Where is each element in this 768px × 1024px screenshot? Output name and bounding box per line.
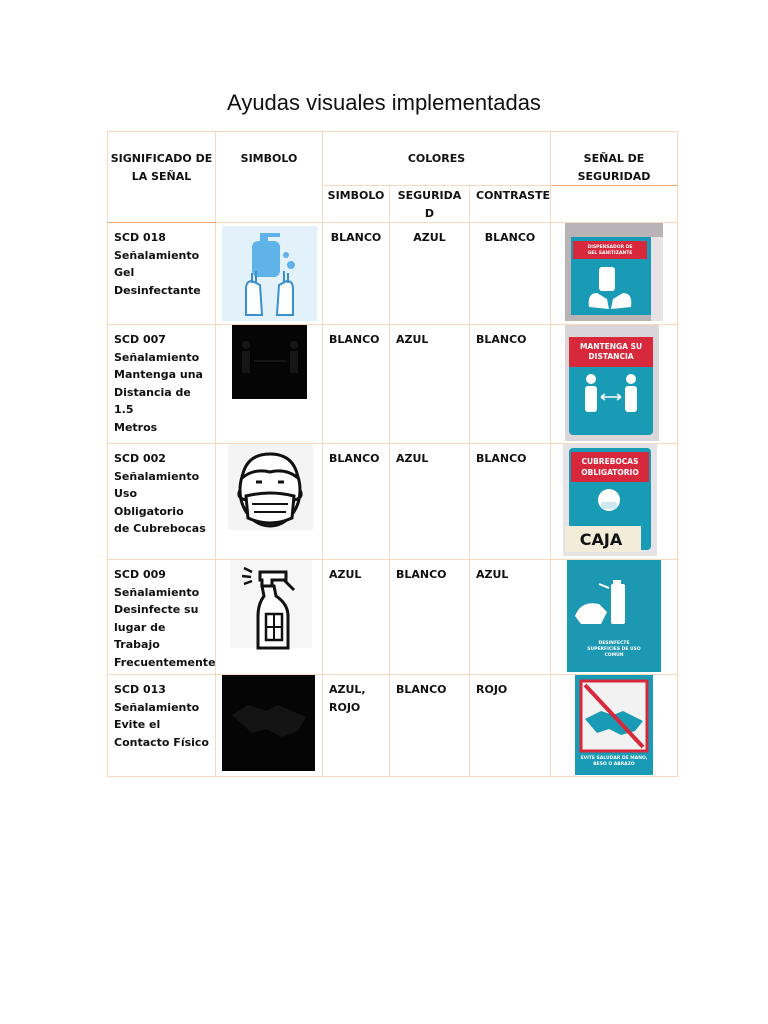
row-sign-cell	[551, 675, 678, 777]
table-row	[108, 675, 678, 777]
meaning-line: lugar de Trabajo	[114, 620, 166, 651]
row-meaning	[108, 223, 216, 325]
meaning-line: SCD 002	[114, 452, 166, 465]
meaning-line: Contacto Físico	[114, 735, 209, 749]
subheader-seguridad	[390, 186, 470, 223]
table-row	[108, 560, 678, 675]
row-meaning	[108, 325, 216, 444]
face-mask-icon	[216, 444, 323, 559]
row-sign-cell	[551, 223, 678, 325]
visual-aids-table	[107, 131, 678, 777]
sign-text-line: COMÚN	[604, 653, 624, 658]
sign-text-line: DISPENSADOR DE	[587, 245, 633, 250]
sign-text-line: EVITE SALUDAR DE MANO,	[580, 756, 648, 761]
table-row	[108, 444, 678, 560]
meaning-line: Metros	[114, 420, 158, 434]
color-contraste: BLANCO	[470, 325, 551, 444]
meaning-line: Señalamiento	[114, 700, 200, 714]
row-meaning	[108, 675, 216, 777]
social-distance-icon	[216, 325, 323, 443]
color-seguridad: AZUL	[390, 223, 470, 325]
sanitizer-sign-photo	[551, 223, 678, 324]
sign-text-line: OBLIGATORIO	[581, 468, 639, 477]
subheader-empty	[551, 186, 678, 223]
header-senal-line-2: SEGURIDAD	[577, 169, 651, 183]
meaning-line: de Cubrebocas	[114, 522, 206, 535]
header-colores: COLORES	[323, 132, 551, 186]
color-simbolo-line: ROJO	[329, 700, 361, 714]
header-senal-seguridad	[551, 132, 678, 186]
row-symbol-cell	[216, 560, 323, 675]
meaning-line: Señalamiento	[114, 248, 200, 262]
meaning-line: Distancia de 1.5	[114, 385, 191, 416]
header-significado-line-1: SIGNIFICADO DE	[110, 152, 213, 165]
subheader-seguridad-line-2: D	[424, 206, 435, 220]
row-sign-cell	[551, 560, 678, 675]
color-simbolo: BLANCO	[323, 444, 390, 560]
no-contact-sign-photo	[551, 675, 678, 776]
meaning-line: Señalamiento	[114, 469, 200, 483]
meaning-line: SCD 013	[114, 683, 166, 696]
header-significado	[108, 132, 216, 223]
sign-text-line: BESO O ABRAZO	[593, 762, 635, 767]
row-meaning	[108, 560, 216, 675]
color-simbolo: BLANCO	[323, 325, 390, 444]
color-seguridad: AZUL	[390, 325, 470, 444]
sign-handwritten-label: CAJA	[579, 530, 623, 549]
meaning-line: Mantenga una	[114, 368, 203, 381]
color-simbolo	[323, 675, 390, 777]
meaning-line: Evite el	[114, 718, 161, 731]
color-contraste: AZUL	[470, 560, 551, 675]
sign-text-line: DISTANCIA	[588, 352, 634, 361]
meaning-line: Señalamiento	[114, 350, 200, 364]
row-sign-cell	[551, 444, 678, 560]
distance-sign-photo	[551, 325, 678, 443]
sign-text-line: GEL SANITIZANTE	[587, 251, 633, 256]
meaning-line: Frecuentemente	[114, 655, 216, 669]
meaning-line: Desinfectante	[114, 283, 201, 297]
row-symbol-cell	[216, 223, 323, 325]
spray-bottle-icon	[216, 560, 323, 674]
meaning-line: Desinfecte su	[114, 603, 199, 616]
meaning-line: Señalamiento	[114, 585, 200, 599]
meaning-line: SCD 018	[114, 231, 166, 244]
meaning-line: Gel	[114, 266, 135, 279]
color-seguridad: BLANCO	[390, 560, 470, 675]
row-sign-cell	[551, 325, 678, 444]
page-title: Ayudas visuales implementadas	[227, 90, 541, 115]
subheader-contraste: CONTRASTE	[470, 186, 551, 223]
header-senal-line-1: SEÑAL DE	[583, 152, 645, 165]
row-symbol-cell	[216, 325, 323, 444]
meaning-line: SCD 007	[114, 333, 166, 346]
subheader-seguridad-line-1: SEGURIDA	[397, 189, 462, 202]
disinfect-sign-photo	[551, 560, 678, 674]
color-contraste: ROJO	[470, 675, 551, 777]
meaning-line: SCD 009	[114, 568, 166, 581]
sign-text-line: MANTENGA SU	[579, 342, 643, 351]
row-symbol-cell	[216, 675, 323, 777]
meaning-line: Uso Obligatorio	[114, 487, 184, 518]
row-symbol-cell	[216, 444, 323, 560]
row-meaning	[108, 444, 216, 560]
subheader-simbolo: SIMBOLO	[323, 186, 390, 223]
color-simbolo-line: AZUL,	[329, 683, 366, 696]
color-simbolo: BLANCO	[323, 223, 390, 325]
header-significado-line-2: LA SEÑAL	[131, 169, 192, 183]
color-contraste: BLANCO	[470, 223, 551, 325]
header-simbolo: SIMBOLO	[216, 132, 323, 223]
table-row	[108, 223, 678, 325]
sign-text-line: CUBREBOCAS	[581, 457, 639, 466]
handshake-icon	[216, 675, 323, 776]
color-simbolo: AZUL	[323, 560, 390, 675]
hand-sanitizer-icon	[216, 223, 323, 324]
table-row	[108, 325, 678, 444]
sign-text-line: SUPERFICIES DE USO	[587, 647, 641, 652]
color-seguridad: AZUL	[390, 444, 470, 560]
color-contraste: BLANCO	[470, 444, 551, 560]
color-seguridad: BLANCO	[390, 675, 470, 777]
mask-sign-photo	[551, 444, 678, 559]
sign-text-line: DESINFECTE	[598, 641, 630, 646]
